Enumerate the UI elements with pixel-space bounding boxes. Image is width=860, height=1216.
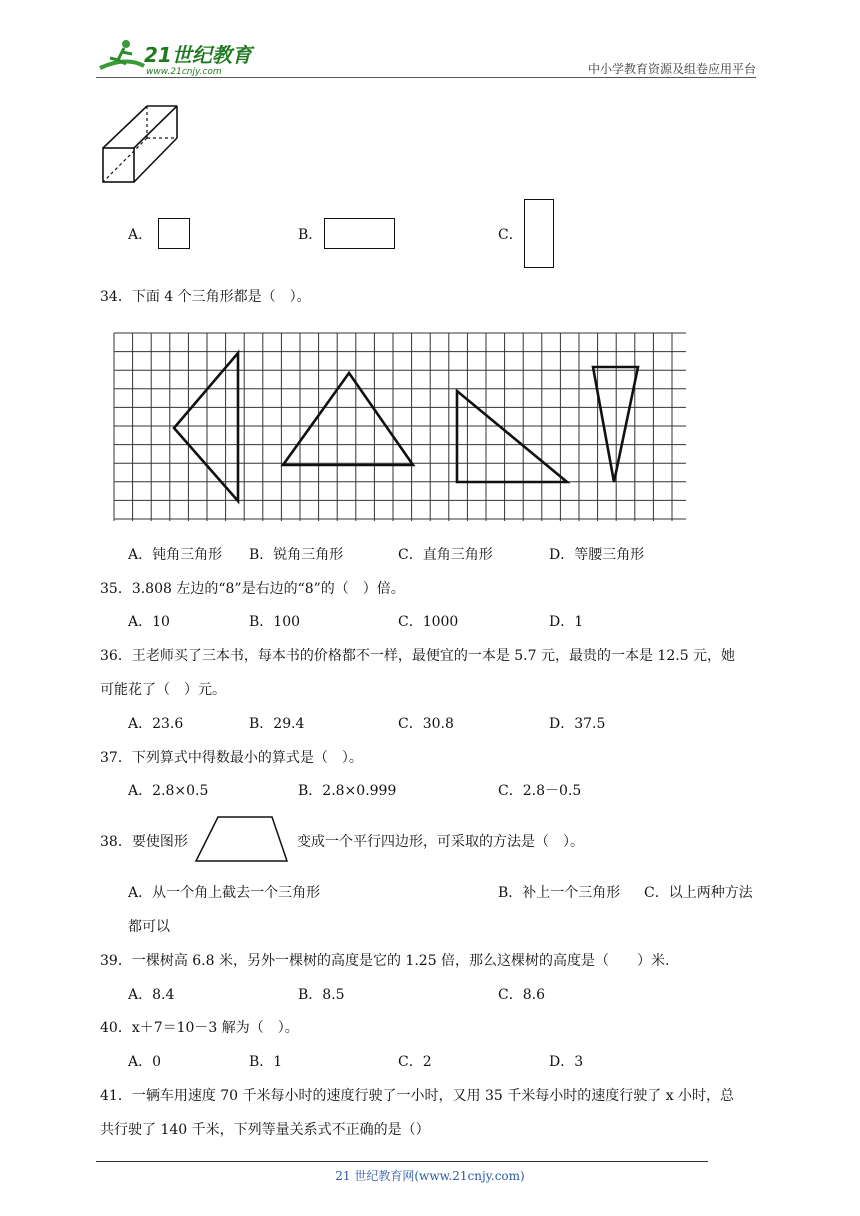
q41-stem-line1: 41．一辆车用速度 70 千米每小时的速度行驶了一小时，又用 35 千米每小时的速度行驶了 x 小时，总 xyxy=(100,1088,735,1104)
q34-stem: 34．下面 4 个三角形都是（ ）。 xyxy=(100,289,311,305)
q38-option-a[interactable]: A．从一个角上截去一个三角形 xyxy=(128,885,321,901)
q38-option-c-wrap: 都可以 xyxy=(128,919,170,935)
triangle-4 xyxy=(593,367,638,482)
footer-divider xyxy=(96,1161,708,1162)
q41-stem-line2: 共行驶了 140 千米，下列等量关系式不正确的是（） xyxy=(100,1122,430,1138)
q38-stem-pre: 38．要使图形 xyxy=(100,834,188,850)
logo-text: 21世纪教育 xyxy=(144,43,252,67)
q37-option-b[interactable]: B．2.8×0.999 xyxy=(298,783,397,799)
q40-option-d[interactable]: D．3 xyxy=(549,1054,584,1070)
q37-option-c[interactable]: C．2.8－0.5 xyxy=(498,783,582,799)
q35-stem: 35．3.808 左边的“8”是右边的“8”的（ ）倍。 xyxy=(100,581,405,597)
q39-option-b[interactable]: B．8.5 xyxy=(298,987,345,1003)
q38-option-b[interactable]: B．补上一个三角形 xyxy=(498,885,621,901)
q37-stem: 37．下列算式中得数最小的算式是（ ）。 xyxy=(100,750,363,766)
q39-option-a[interactable]: A．8.4 xyxy=(128,987,175,1003)
q36-stem-line1: 36．王老师买了三本书，每本书的价格都不一样，最便宜的一本是 5.7 元，最贵的一本是 12.5 元，她 xyxy=(100,648,736,664)
site-logo xyxy=(96,36,266,80)
site-name: 中小学教育资源及组卷应用平台 xyxy=(587,62,756,76)
q33-option-b-rectangle xyxy=(324,218,395,249)
q35-option-c[interactable]: C．1000 xyxy=(398,614,459,630)
q37-option-a[interactable]: A．2.8×0.5 xyxy=(128,783,209,799)
q36-option-c[interactable]: C．30.8 xyxy=(398,716,454,732)
q39-option-c[interactable]: C．8.6 xyxy=(498,987,545,1003)
q40-option-a[interactable]: A．0 xyxy=(128,1054,162,1070)
q35-option-a[interactable]: A．10 xyxy=(128,614,170,630)
q34-option-b[interactable]: B．锐角三角形 xyxy=(249,547,344,563)
q33-option-c[interactable]: C． xyxy=(498,227,523,243)
q40-stem: 40．x＋7＝10－3 解为（ ）。 xyxy=(100,1020,299,1036)
q35-option-d[interactable]: D．1 xyxy=(549,614,584,630)
q36-stem-line2: 可能花了（ ）元。 xyxy=(100,682,226,698)
footer-text: 21 世纪教育网(www.21cnjy.com) xyxy=(335,1169,525,1183)
triangle-1 xyxy=(174,353,238,501)
q36-option-b[interactable]: B．29.4 xyxy=(249,716,305,732)
q36-option-d[interactable]: D．37.5 xyxy=(549,716,606,732)
q38-option-c[interactable]: C．以上两种方法 xyxy=(644,885,753,901)
q34-option-d[interactable]: D．等腰三角形 xyxy=(549,547,645,563)
q35-option-b[interactable]: B．100 xyxy=(249,614,301,630)
triangle-grid-figure xyxy=(110,325,690,525)
triangle-3 xyxy=(457,391,567,482)
runner-logo-icon xyxy=(96,36,266,80)
q40-option-c[interactable]: C．2 xyxy=(398,1054,432,1070)
q33-option-b[interactable]: B． xyxy=(298,227,323,243)
q33-option-a-square xyxy=(158,218,190,249)
trapezoid-figure xyxy=(194,815,290,865)
q36-option-a[interactable]: A．23.6 xyxy=(128,716,184,732)
cuboid-figure xyxy=(100,104,182,186)
q34-option-c[interactable]: C．直角三角形 xyxy=(398,547,493,563)
q39-stem: 39．一棵树高 6.8 米，另外一棵树的高度是它的 1.25 倍，那么这棵树的高度是（ ）米. xyxy=(100,953,670,969)
header-divider xyxy=(96,77,756,78)
q33-option-c-rectangle xyxy=(524,199,554,268)
q38-stem-post: 变成一个平行四边形，可采取的方法是（ ）。 xyxy=(297,834,584,850)
q34-option-a[interactable]: A．钝角三角形 xyxy=(128,547,223,563)
q40-option-b[interactable]: B．1 xyxy=(249,1054,283,1070)
q33-option-a[interactable]: A． xyxy=(128,227,153,243)
logo-url: www.21cnjy.com xyxy=(146,67,222,77)
